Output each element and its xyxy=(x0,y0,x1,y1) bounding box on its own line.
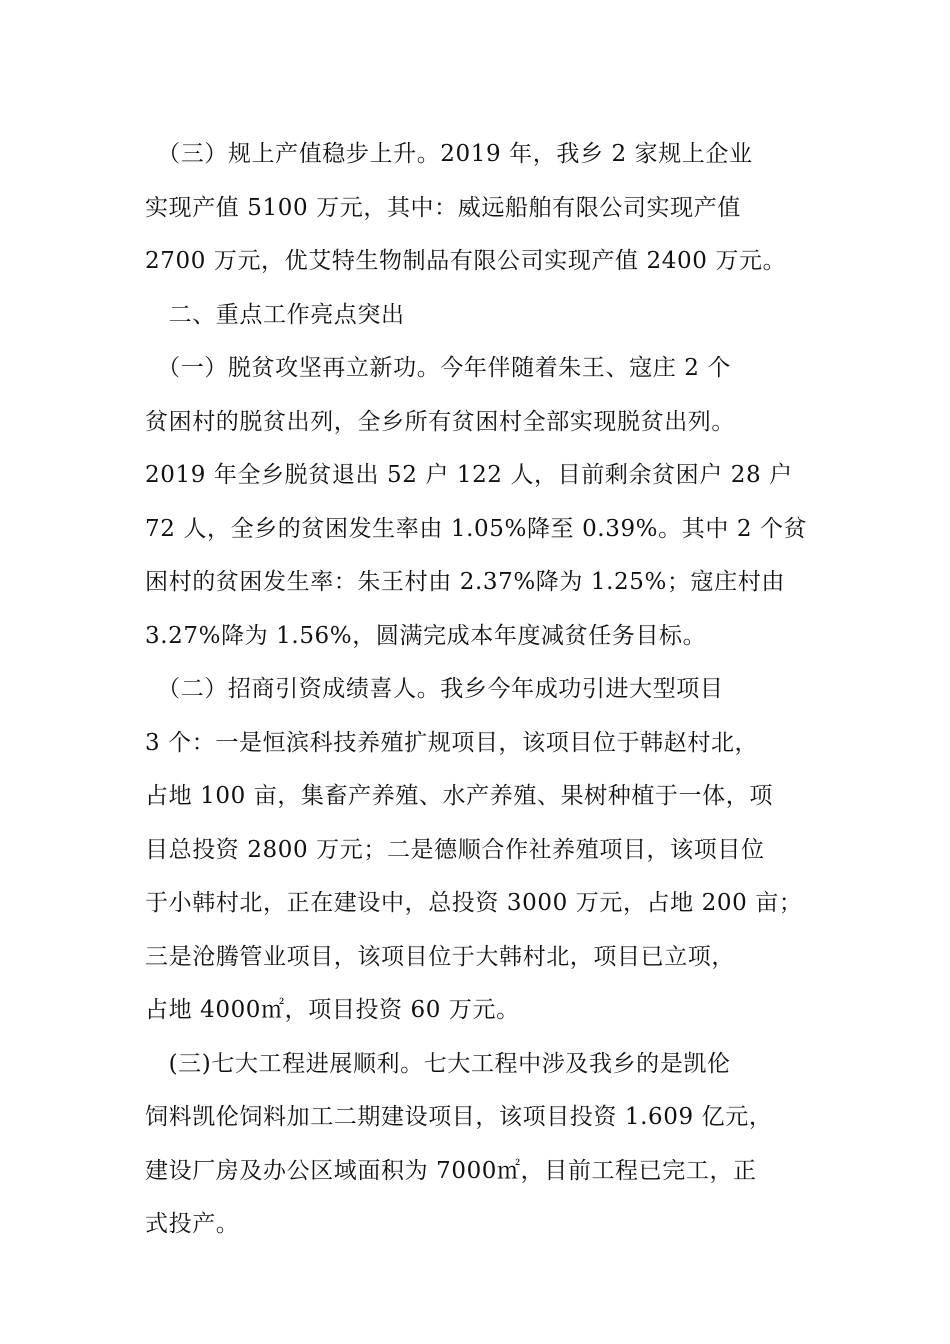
text-line: 三是沧腾管业项目，该项目位于大韩村北，项目已立项， xyxy=(145,943,735,970)
paragraph-investment xyxy=(145,663,810,1038)
text-line: 困村的贫困发生率：朱王村由 2.37%降为 1.25%；寇庄村由 xyxy=(145,569,785,595)
text-line: （三）规上产值稳步上升。2019 年，我乡 2 家规上企业 xyxy=(145,141,753,167)
text-line: 72 人，全乡的贫困发生率由 1.05%降至 0.39%。其中 2 个贫 xyxy=(145,515,808,542)
text-line: 2700 万元，优艾特生物制品有限公司实现产值 2400 万元。 xyxy=(145,248,787,274)
text-line: 2019 年全乡脱贫退出 52 户 122 人，目前剩余贫困户 28 户 xyxy=(145,462,793,488)
text-line: （二）招商引资成绩喜人。我乡今年成功引进大型项目 xyxy=(145,676,724,702)
section-heading xyxy=(145,289,810,343)
heading-line: 二、重点工作亮点突出 xyxy=(145,301,405,328)
text-line: (三)七大工程进展顺利。七大工程中涉及我乡的是凯伦 xyxy=(145,1050,731,1077)
text-line: 式投产。 xyxy=(145,1211,240,1237)
text-line: 占地 100 亩，集畜产养殖、水产养殖、果树种植于一体，项 xyxy=(145,783,773,809)
text-line: 建设厂房及办公区域面积为 7000㎡，目前工程已完工，正 xyxy=(145,1157,757,1184)
paragraph-poverty-alleviation xyxy=(145,342,810,663)
text-line: 贫困村的脱贫出列，全乡所有贫困村全部实现脱贫出列。 xyxy=(145,408,735,435)
text-line: （一）脱贫攻坚再立新功。今年伴随着朱王、寇庄 2 个 xyxy=(145,355,731,381)
text-line: 3.27%降为 1.56%，圆满完成本年度减贫任务目标。 xyxy=(145,622,707,649)
text-line: 实现产值 5100 万元，其中：威远船舶有限公司实现产值 xyxy=(145,194,741,221)
text-line: 占地 4000㎡，项目投资 60 万元。 xyxy=(145,997,520,1023)
paragraph-seven-projects xyxy=(145,1038,810,1252)
text-line: 于小韩村北，正在建设中，总投资 3000 万元，占地 200 亩； xyxy=(145,890,803,916)
text-line: 3 个：一是恒滨科技养殖扩规项目，该项目位于韩赵村北， xyxy=(145,729,759,756)
paragraph-output-value xyxy=(145,128,810,289)
document-body xyxy=(145,128,810,1252)
text-line: 饲料凯伦饲料加工二期建设项目，该项目投资 1.609 亿元， xyxy=(145,1104,773,1130)
text-line: 目总投资 2800 万元；二是德顺合作社养殖项目，该项目位 xyxy=(145,836,765,863)
